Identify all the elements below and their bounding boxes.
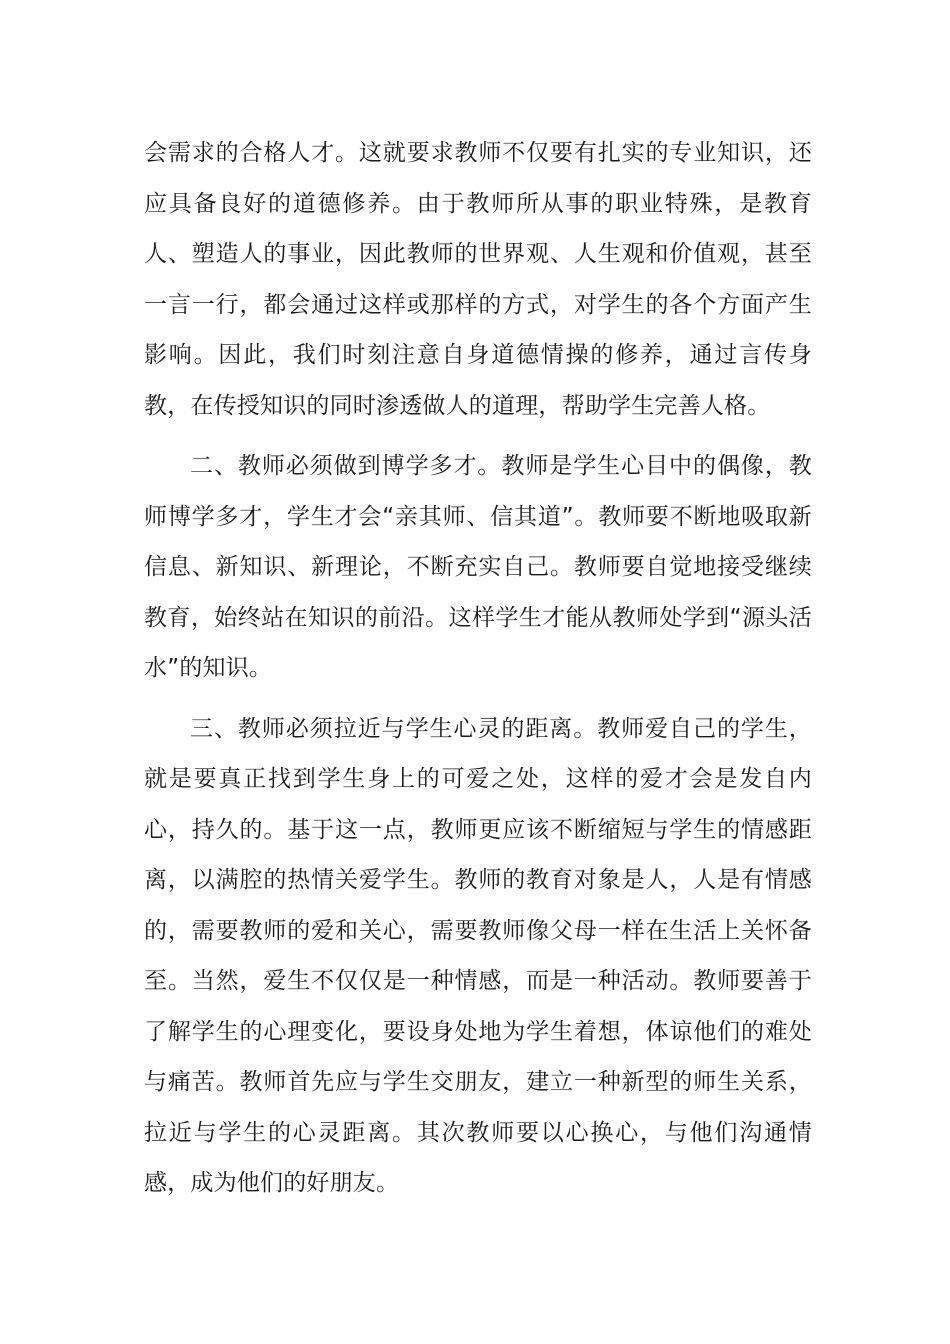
- document-body: [144, 128, 812, 1219]
- paragraph-section-two: 二、教师必须做到博学多才。教师是学生心目中的偶像，教师博学多才，学生才会“亲其师、信其道”。教师要不断地吸取新信息、新知识、新理论，不断充实自己。教师要自觉地接受继续教育，始终站在知识的前沿。这样学生才能从教师处学到“源头活水”的知识。: [144, 453, 812, 681]
- paragraph-section-three: 三、教师必须拉近与学生心灵的距离。教师爱自己的学生，就是要真正找到学生身上的可爱之处，这样的爱才会是发自内心，持久的。基于这一点，教师更应该不断缩短与学生的情感距离，以满腔的热情关爱学生。教师的教育对象是人，人是有情感的，需要教师的爱和关心，需要教师像父母一样在生活上关怀备至。当然，爱生不仅仅是一种情感，而是一种活动。教师要善于了解学生的心理变化，要设身处地为学生着想，体谅他们的难处与痛苦。教师首先应与学生交朋友，建立一种新型的师生关系，拉近与学生的心灵距离。其次教师要以心换心，与他们沟通情感，成为他们的好朋友。: [144, 715, 812, 1196]
- paragraph-continuation: 会需求的合格人才。这就要求教师不仅要有扎实的专业知识，还应具备良好的道德修养。由于教师所从事的职业特殊，是教育人、塑造人的事业，因此教师的世界观、人生观和价值观，甚至一言一行，都会通过这样或那样的方式，对学生的各个方面产生影响。因此，我们时刻注意自身道德情操的修养，通过言传身教，在传授知识的同时渗透做人的道理，帮助学生完善人格。: [144, 140, 812, 419]
